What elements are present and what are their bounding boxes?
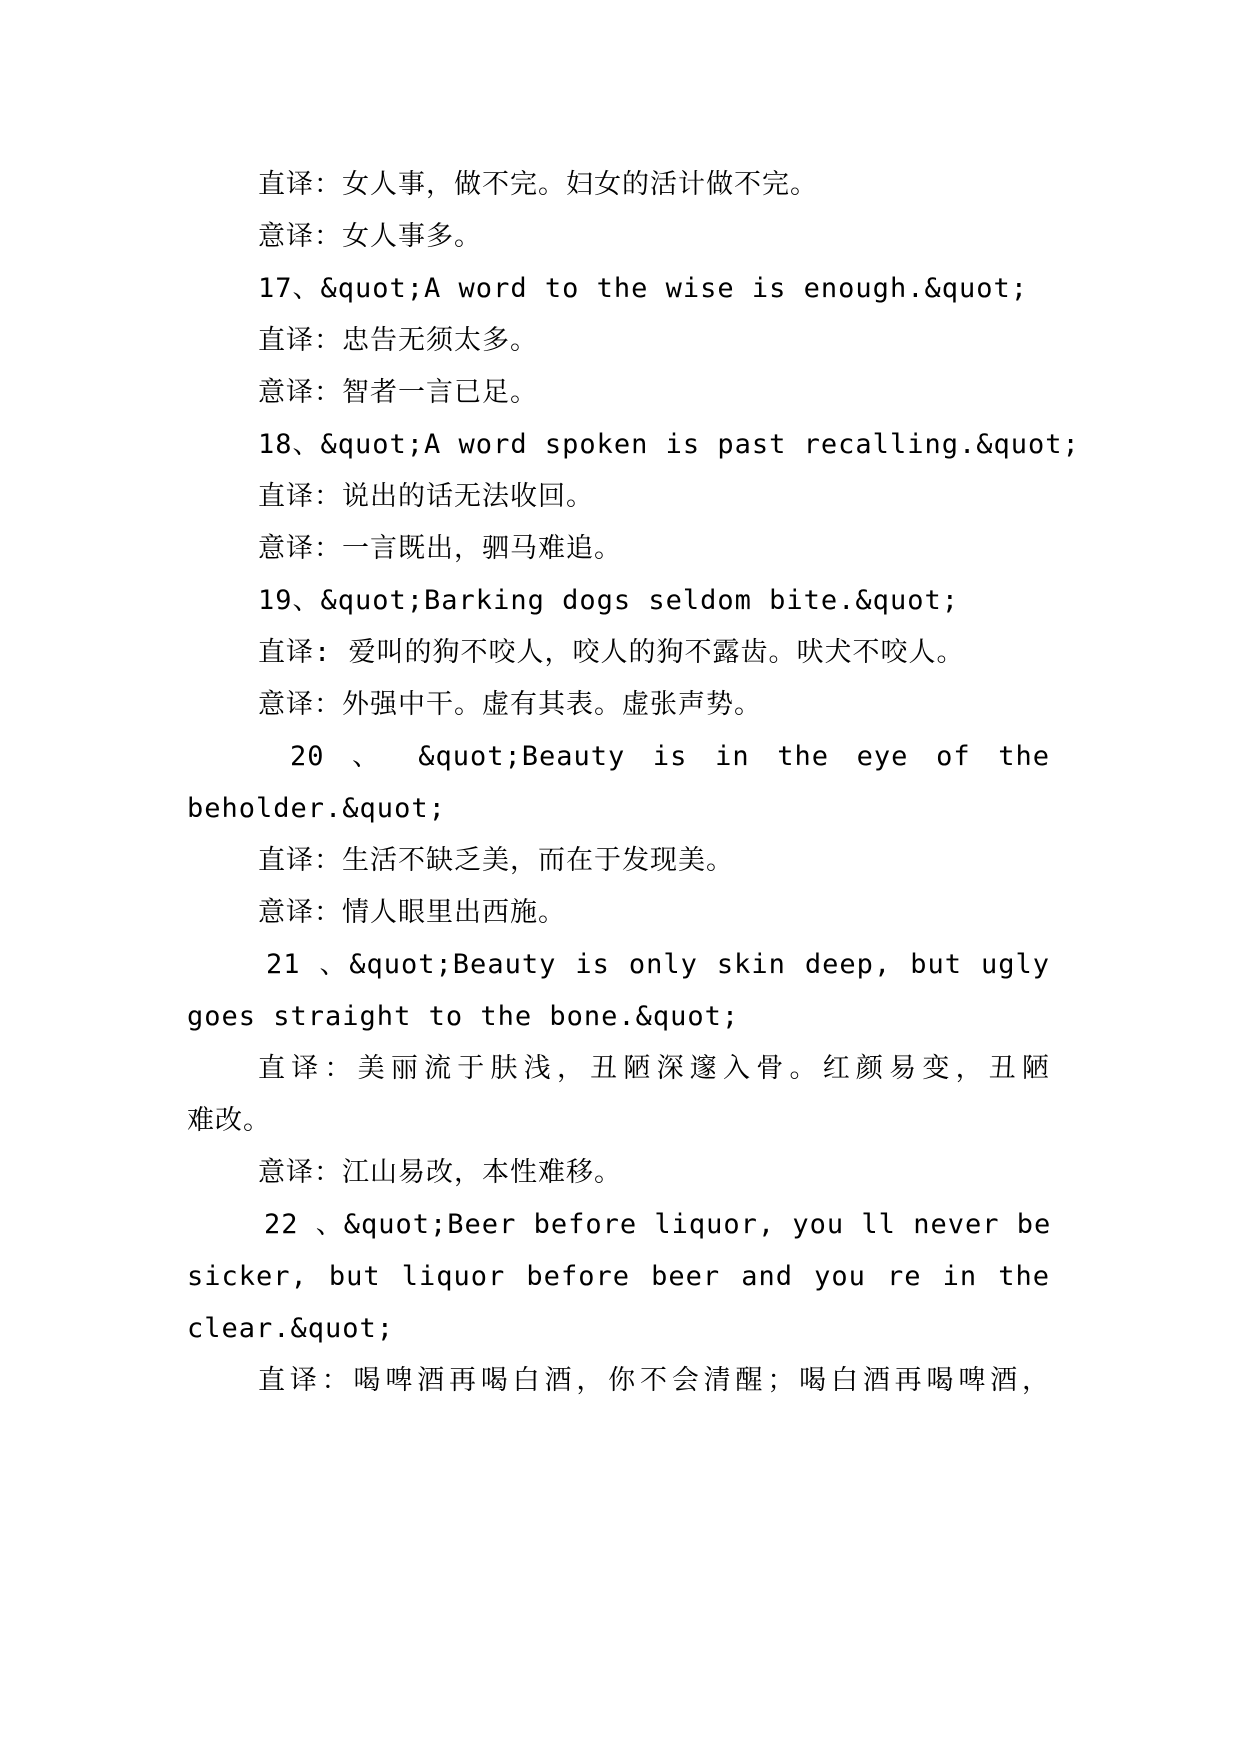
text-line-free-translation: 意译：女人事多。 <box>258 221 482 252</box>
proverb-19: 19、&quot;Barking dogs seldom bite.&quot; <box>258 585 959 616</box>
text-line-literal-translation: 直译：女人事，做不完。妇女的活计做不完。 <box>258 169 818 200</box>
text-line-free-translation: 意译：外强中干。虚有其表。虚张声势。 <box>258 689 762 720</box>
text-line-literal-translation: 直译：美丽流于肤浅，丑陋深邃入骨。红颜易变，丑陋 <box>258 1053 1050 1084</box>
proverb-21-continued: goes straight to the bone.&quot; <box>187 1001 740 1032</box>
text-line-free-translation: 意译：一言既出，驷马难追。 <box>258 533 622 564</box>
proverb-20-continued: beholder.&quot; <box>187 793 446 824</box>
text-line-literal-translation-continued: 难改。 <box>187 1105 271 1136</box>
text-line-literal-translation: 直译：忠告无须太多。 <box>258 325 538 356</box>
text-line-literal-translation: 直译：生活不缺乏美，而在于发现美。 <box>258 845 734 876</box>
proverb-22: 22 、&quot;Beer before liquor, you ll never be <box>264 1209 1052 1240</box>
text-line-literal-translation: 直译: 爱叫的狗不咬人，咬人的狗不露齿。吠犬不咬人。 <box>258 637 965 668</box>
proverb-18: 18、&quot;A word spoken is past recalling.&quot; <box>258 429 1080 460</box>
text-line-literal-translation: 直译：说出的话无法收回。 <box>258 481 594 512</box>
text-line-free-translation: 意译：情人眼里出西施。 <box>258 897 566 928</box>
proverb-17: 17、&quot;A word to the wise is enough.&quot; <box>258 273 1028 304</box>
text-line-free-translation: 意译：智者一言已足。 <box>258 377 538 408</box>
proverb-21: 21 、&quot;Beauty is only skin deep, but ugly <box>266 949 1050 980</box>
text-line-free-translation: 意译：江山易改，本性难移。 <box>258 1157 622 1188</box>
proverb-22-continued-end: clear.&quot; <box>187 1313 395 1344</box>
proverb-20: 20 、 &quot;Beauty is in the eye of the <box>290 741 1050 772</box>
text-line-literal-translation: 直译：喝啤酒再喝白酒，你不会清醒；喝白酒再喝啤酒， <box>258 1365 1050 1396</box>
proverb-22-continued: sicker, but liquor before beer and you re in the <box>187 1261 1050 1292</box>
